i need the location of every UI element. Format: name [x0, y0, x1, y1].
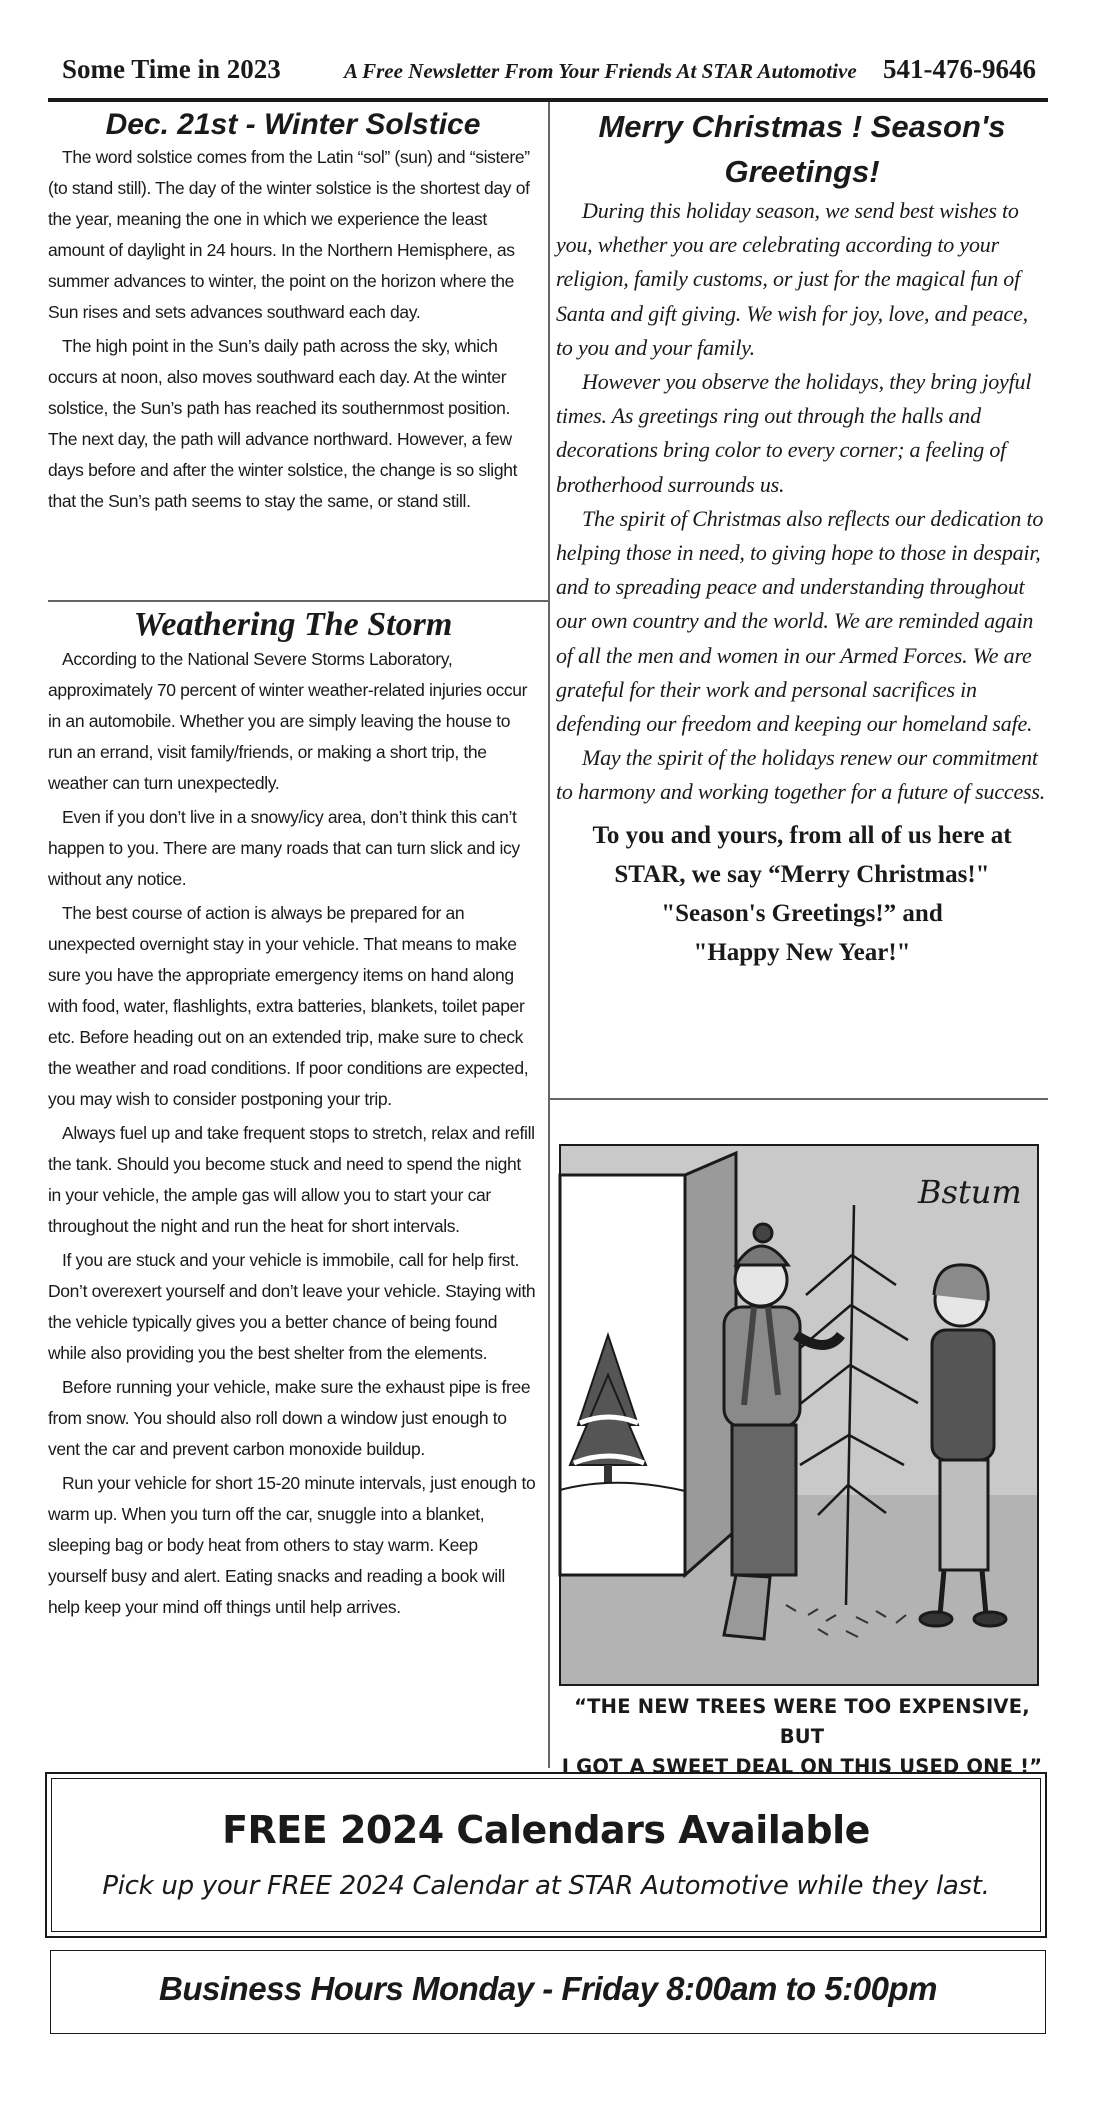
article-paragraph: During this holiday season, we send best wishes to you, whether you are celebrating according to your religion, family customs, or just for the magical fun of Santa and gift giving. We wish for joy, love, and peace, to you and your family. — [556, 198, 1028, 360]
closing-line: To you and yours, from all of us here at STAR, we say “Merry Christmas!" — [592, 821, 1012, 888]
calendar-subtitle: Pick up your FREE 2024 Calendar at STAR Automotive while they last. — [102, 1871, 990, 1901]
caption-line: “THE NEW TREES WERE TOO EXPENSIVE, BUT — [574, 1695, 1030, 1748]
article-title: Weathering The Storm — [133, 606, 453, 643]
article-paragraph: According to the National Severe Storms Laboratory, approximately 70 percent of winter weather-related injuries occur in an automobile. Whether you are simply leaving the house to run an errand, visit family/friends, or making a short trip, the weather can turn unexpectedly. — [48, 649, 528, 793]
article-paragraph: The word solstice comes from the Latin “sol” (sun) and “sistere” (to stand still). The day of the winter solstice is the shortest day of the year, meaning the one in which we experience the least amount of daylight in 24 hours. In the Northern Hemisphere, as summer advances to winter, the point on the horizon where the Sun rises and sets advances southward each day. — [48, 147, 530, 322]
calendar-title: FREE 2024 Calendars Available — [222, 1808, 870, 1852]
article-paragraph: May the spirit of the holidays renew our commitment to harmony and working together for a future of success. — [556, 745, 1046, 805]
column-divider — [548, 102, 550, 1768]
section-divider-left — [48, 600, 548, 602]
business-hours-text: Business Hours Monday - Friday 8:00am to 5:00pm — [159, 1970, 937, 2007]
article-paragraph: Even if you don’t live in a snowy/icy area, don’t think this can’t happen to you. There are many roads that can turn slick and icy without any notice. — [48, 807, 520, 889]
cartoon-caption — [556, 1692, 1048, 1782]
article-christmas-greetings — [556, 104, 1048, 972]
business-hours-box — [50, 1950, 1046, 2034]
newsletter-tagline: A Free Newsletter From Your Friends At STAR Automotive — [344, 59, 857, 83]
article-title: Dec. 21st - Winter Solstice — [105, 108, 481, 141]
closing-line: "Happy New Year!" — [693, 938, 911, 966]
article-paragraph: The high point in the Sun’s daily path across the sky, which occurs at noon, also moves southward each day. At the winter solstice, the Sun’s path has reached its southernmost position. The next day, the path will advance northward. However, a few days before and after the winter solstice, the change is so slight that the Sun’s path seems to stay the same, or stand still. — [48, 336, 518, 511]
holiday-closing — [556, 816, 1048, 972]
doorway — [560, 1153, 736, 1575]
article-paragraph: Always fuel up and take frequent stops to stretch, relax and refill the tank. Should you become stuck and need to spend the night in your vehicle, the ample gas will allow you to start your car throughout the night and run the heat for short intervals. — [48, 1123, 535, 1236]
article-winter-solstice — [48, 108, 538, 520]
article-title: Merry Christmas ! Season's Greetings! — [598, 109, 1006, 189]
article-paragraph: The spirit of Christmas also reflects our dedication to helping those in need, to giving hope to those in despair, and to spreading peace and understanding throughout our own country and the world. We are reminded again of all the men and women in our Armed Forces. We are grateful for their work and personal sacrifices in defending our freedom and keeping our homeland safe. — [556, 505, 1044, 737]
cartoon-illustration — [556, 1135, 1042, 1695]
article-paragraph: Before running your vehicle, make sure the exhaust pipe is free from snow. You should also roll down a window just enough to vent the car and prevent carbon monoxide buildup. — [48, 1377, 531, 1459]
article-weathering-storm — [48, 606, 538, 1626]
artist-signature: Bstum — [918, 1173, 1022, 1211]
closing-line: "Season's Greetings!” and — [661, 899, 943, 927]
newsletter-header — [48, 52, 1048, 102]
section-divider-right — [550, 1098, 1048, 1100]
phone-number: 541-476-9646 — [883, 54, 1036, 84]
article-paragraph: If you are stuck and your vehicle is immobile, call for help first. Don’t overexert yourself and don’t leave your vehicle. Staying with the vehicle typically gives you a better chance of being found while also providing you the best shelter from the elements. — [48, 1250, 536, 1363]
caption-line: I GOT A SWEET DEAL ON THIS USED ONE !” — [561, 1755, 1043, 1778]
issue-date: Some Time in 2023 — [62, 54, 281, 84]
article-paragraph: The best course of action is always be prepared for an unexpected overnight stay in your vehicle. That means to make sure you have the appropriate emergency items on hand along with food, water, flashlights, extra batteries, blankets, toilet paper etc. Before heading out on an extended trip, make sure to check the weather and road conditions. If poor conditions are expected, you may wish to consider postponing your trip. — [48, 903, 529, 1109]
article-paragraph: Run your vehicle for short 15-20 minute intervals, just enough to warm up. When you turn off the car, snuggle into a blanket, sleeping bag or body heat from others to stay warm. Keep yourself busy and alert. Eating snacks and reading a book will help keep your mind off things until help arrives. — [48, 1473, 536, 1617]
article-paragraph: However you observe the holidays, they bring joyful times. As greetings ring out through the halls and decorations bring color to every corner; a feeling of brotherhood surrounds us. — [556, 369, 1032, 497]
calendar-announcement-box — [45, 1772, 1047, 1938]
